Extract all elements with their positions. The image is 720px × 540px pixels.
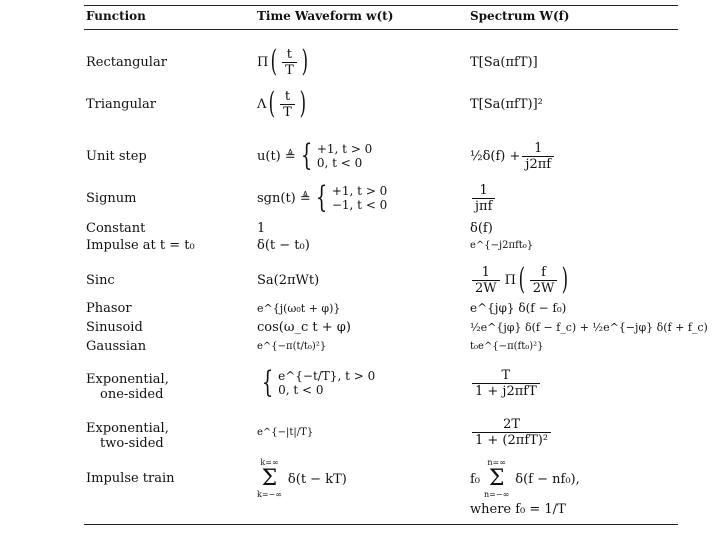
table-row	[0, 84, 720, 124]
summation: n=∞ Σ n=−∞	[484, 458, 510, 499]
spectrum: $\frac{T}{\text{1 + j2πfT}}$	[470, 362, 542, 404]
spectrum: δ(f)	[470, 221, 493, 236]
function-name: Triangular	[86, 96, 156, 112]
time-waveform: Λ ( $\frac{t}{T}$ )	[257, 86, 306, 121]
function-name: Sinusoid	[86, 320, 143, 335]
header-spectrum: Spectrum W(f)	[470, 9, 570, 23]
table-row	[0, 339, 720, 354]
spectrum: ½δ(f) + $\frac{1}{j2\pi f}$	[470, 136, 556, 176]
function-name: Sinc	[86, 272, 115, 288]
summation: k=∞ Σ k=−∞	[257, 458, 282, 499]
spectrum: e^{jφ} δ(f − f₀)	[470, 301, 567, 315]
time-waveform: 1	[257, 221, 266, 236]
spectrum: e^{−j2πft₀}	[470, 240, 534, 251]
spectrum: T[Sa(πfT)]²	[470, 96, 543, 112]
time-waveform: u(t) ≜ { +1, t > 0 0, t < 0	[257, 138, 373, 173]
function-name: Phasor	[86, 301, 132, 316]
table-row	[0, 42, 720, 82]
time-waveform: e^{−|t|/T}	[257, 426, 314, 438]
time-waveform: sgn(t) ≜ { +1, t > 0 −1, t < 0	[257, 180, 388, 215]
table-row	[0, 411, 720, 453]
spectrum: $\frac{1}{2W}$ Π ( $\frac{f}{2W}$ )	[470, 262, 571, 298]
function-name: Impulse at t = t₀	[86, 238, 195, 253]
time-waveform: e^{−π(t/t₀)²}	[257, 341, 327, 352]
time-waveform: k=∞ Σ k=−∞ δ(t − kT)	[257, 458, 347, 499]
header-function: Function	[86, 9, 146, 23]
spectrum: $\frac{2T}{\text{1 + (2πfT)²}}$	[470, 411, 553, 453]
spectrum: $\frac{1}{\text{jπf}}$	[470, 179, 497, 217]
spectrum: t₀e^{−π(ft₀)²}	[470, 341, 544, 352]
spectrum: ½e^{jφ} δ(f − f_c) + ½e^{−jφ} δ(f + f_c)	[470, 321, 708, 334]
header-rule	[84, 29, 678, 30]
table-row	[0, 262, 720, 298]
table-row	[0, 136, 720, 176]
spectrum: f₀ n=∞ Σ n=−∞ δ(f − nf₀), where f₀ = 1/T	[470, 458, 580, 517]
time-waveform: e^{j(ω₀t + φ)}	[257, 302, 341, 315]
table-row	[0, 456, 720, 516]
function-name: Rectangular	[86, 54, 167, 70]
spectrum: T[Sa(πfT)]	[470, 54, 538, 70]
time-waveform: cos(ω_c t + φ)	[257, 320, 351, 335]
function-name: Constant	[86, 221, 146, 236]
spectrum-note: where f₀ = 1/T	[470, 502, 566, 517]
table-row	[0, 301, 720, 316]
bottom-rule	[84, 524, 678, 525]
table-row	[0, 179, 720, 217]
table-row	[0, 221, 720, 236]
time-waveform: Π ( $\frac{t}{T}$ )	[257, 44, 308, 79]
function-name: Gaussian	[86, 339, 147, 354]
function-name: Exponential, two-sided	[86, 421, 169, 451]
top-rule	[84, 5, 678, 6]
function-name: Signum	[86, 190, 137, 206]
table-row	[0, 320, 720, 335]
table-row	[0, 238, 720, 253]
time-waveform: δ(t − t₀)	[257, 238, 310, 253]
table-row	[0, 362, 720, 404]
function-name: Exponential, one-sided	[86, 372, 169, 402]
time-waveform: { e^{−t/T}, t > 0 0, t < 0	[261, 365, 376, 400]
header-time-waveform: Time Waveform w(t)	[257, 9, 394, 23]
function-name: Impulse train	[86, 471, 175, 486]
function-name: Unit step	[86, 148, 147, 164]
time-waveform: Sa(2πWt)	[257, 272, 320, 288]
